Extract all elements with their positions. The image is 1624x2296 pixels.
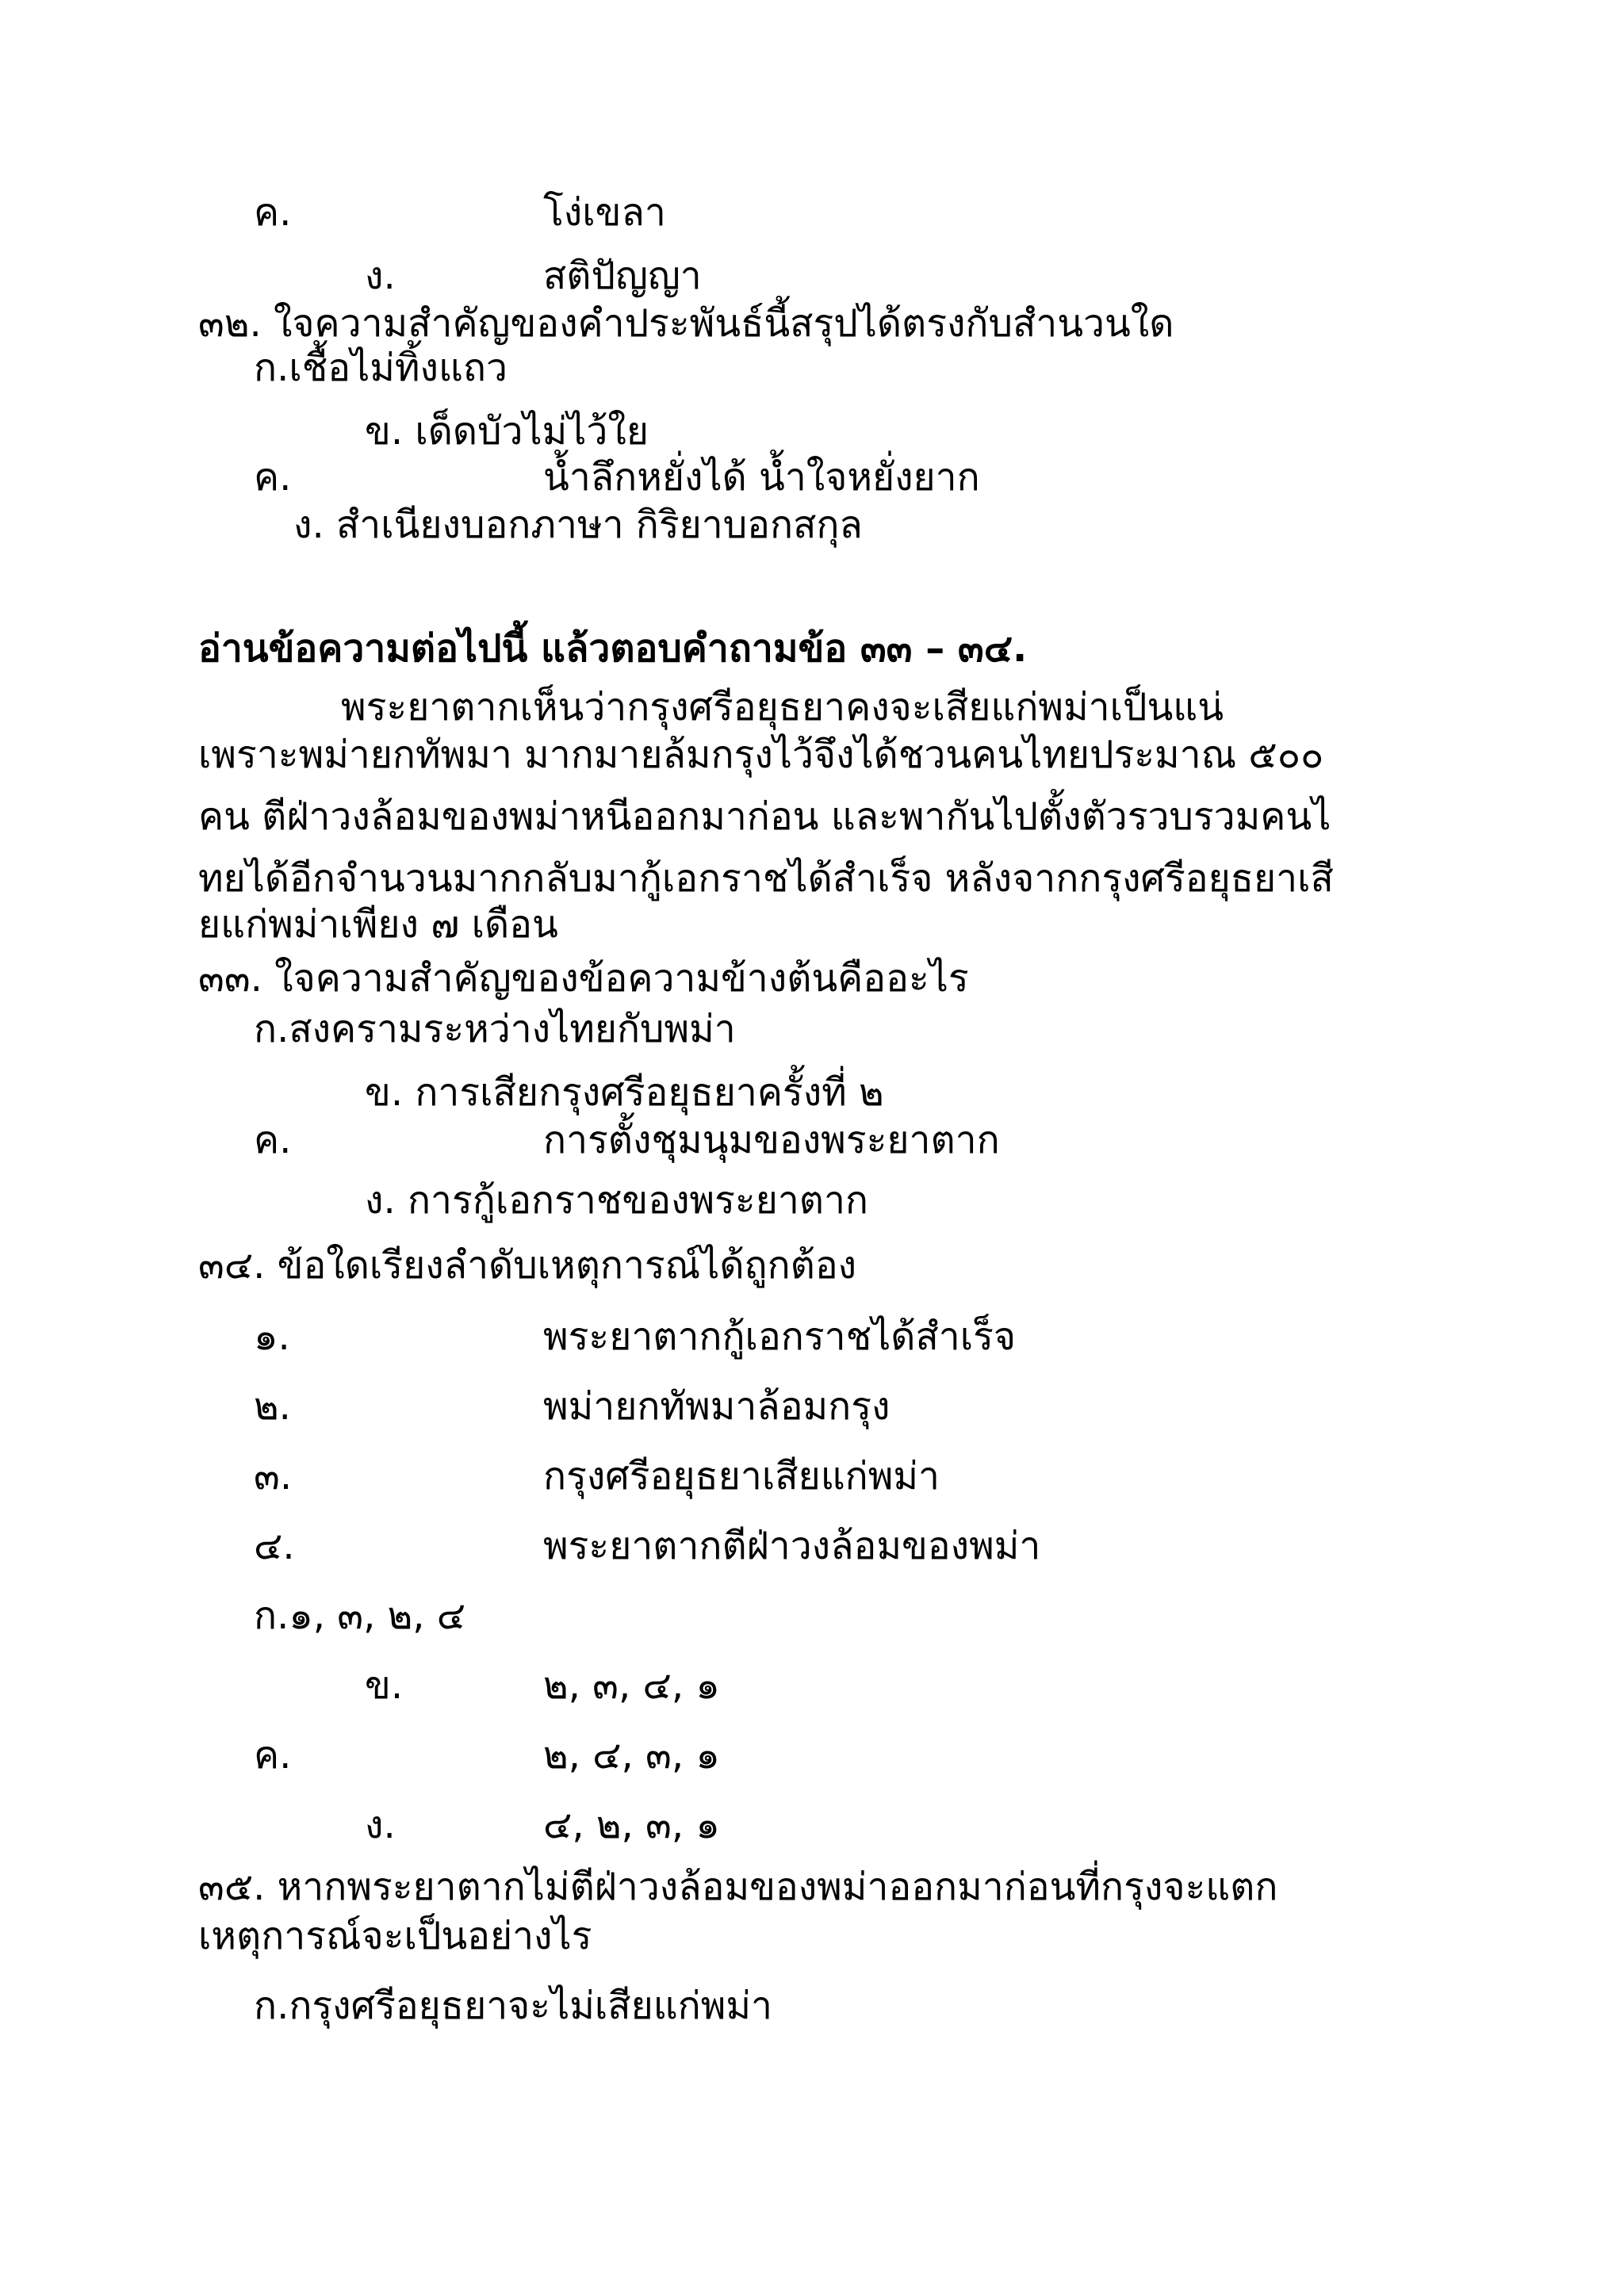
q33-option-d: ง. การกู้เอกราชของพระยาตาก (365, 1178, 868, 1223)
q34-option-c-label: ค. (254, 1733, 292, 1777)
q34-event-number: ๑. (254, 1314, 290, 1359)
q34-event-text: พม่ายกทัพมาล้อมกรุง (543, 1384, 891, 1429)
q33-option-c-text: การตั้งชุมนุมของพระยาตาก (543, 1118, 1000, 1162)
q34-option-d-label: ง. (365, 1803, 396, 1847)
q33-option-a: ก.สงครามระหว่างไทยกับพม่า (254, 1007, 736, 1051)
q33-option-c-label: ค. (254, 1118, 292, 1162)
passage-line: ทยได้อีกจำนวนมากกลับมากู้เอกราชได้สำเร็จ หลังจากกรุงศรีอยุธยาเสี (198, 856, 1334, 901)
q31-option-c-text: โง่เขลา (543, 190, 666, 235)
q34-option-a: ก.๑, ๓, ๒, ๔ (254, 1594, 466, 1638)
q34-event-number: ๓. (254, 1454, 293, 1498)
q34-question: ๓๔. ข้อใดเรียงลำดับเหตุการณ์ได้ถูกต้อง (198, 1243, 857, 1288)
q33-question: ๓๓. ใจความสำคัญของข้อความข้างต้นคืออะไร (198, 956, 969, 1001)
q32-option-c-label: ค. (254, 455, 292, 499)
q33-option-b: ข. การเสียกรุงศรีอยุธยาครั้งที่ ๒ (365, 1070, 884, 1115)
q34-event-number: ๒. (254, 1384, 291, 1429)
passage-line: คน ตีฝ่าวงล้อมของพม่าหนีออกมาก่อน และพากันไปตั้งตัวรวบรวมคนไ (198, 794, 1331, 839)
q34-event-number: ๔. (254, 1524, 295, 1568)
q34-option-b-label: ข. (365, 1663, 404, 1708)
passage-line: เพราะพม่ายกทัพมา มากมายล้มกรุงไว้จึงได้ชวนคนไทยประมาณ ๕๐๐ (198, 733, 1324, 777)
q31-option-d-label: ง. (365, 254, 396, 298)
q31-option-d-text: สติปัญญา (543, 254, 702, 298)
q32-option-c-text: น้ำลึกหยั่งได้ น้ำใจหยั่งยาก (543, 455, 980, 499)
q32-option-a: ก.เชื้อไม่ทิ้งแถว (254, 346, 508, 390)
q32-option-d: ง. สำเนียงบอกภาษา กิริยาบอกสกุล (293, 503, 863, 547)
passage-heading: อ่านข้อความต่อไปนี้ แล้วตอบคำถามข้อ ๓๓ – ๓๔. (198, 626, 1028, 671)
q32-option-b: ข. เด็ดบัวไม่ไว้ใย (365, 409, 649, 453)
q34-option-b-text: ๒, ๓, ๔, ๑ (543, 1663, 720, 1708)
q34-event-text: พระยาตากตีฝ่าวงล้อมของพม่า (543, 1524, 1041, 1568)
q32-question: ๓๒. ใจความสำคัญของคำประพันธ์นี้สรุปได้ตรงกับสำนวนใด (198, 301, 1174, 346)
q31-option-c-label: ค. (254, 190, 292, 235)
q35-question-continued: เหตุการณ์จะเป็นอย่างไร (198, 1914, 592, 1958)
q34-event-text: พระยาตากกู้เอกราชได้สำเร็จ (543, 1314, 1017, 1359)
passage-line: ยแก่พม่าเพียง ๗ เดือน (198, 902, 558, 947)
q35-option-a: ก.กรุงศรีอยุธยาจะไม่เสียแก่พม่า (254, 1984, 772, 2028)
passage-line: พระยาตากเห็นว่ากรุงศรีอยุธยาคงจะเสียแก่พม่าเป็นแน่ (341, 685, 1224, 729)
q34-option-d-text: ๔, ๒, ๓, ๑ (543, 1803, 720, 1847)
q34-option-c-text: ๒, ๔, ๓, ๑ (543, 1733, 720, 1777)
q35-question: ๓๕. หากพระยาตากไม่ตีฝ่าวงล้อมของพม่าออกมาก่อนที่กรุงจะแตก (198, 1865, 1278, 1909)
q34-event-text: กรุงศรีอยุธยาเสียแก่พม่า (543, 1454, 940, 1498)
